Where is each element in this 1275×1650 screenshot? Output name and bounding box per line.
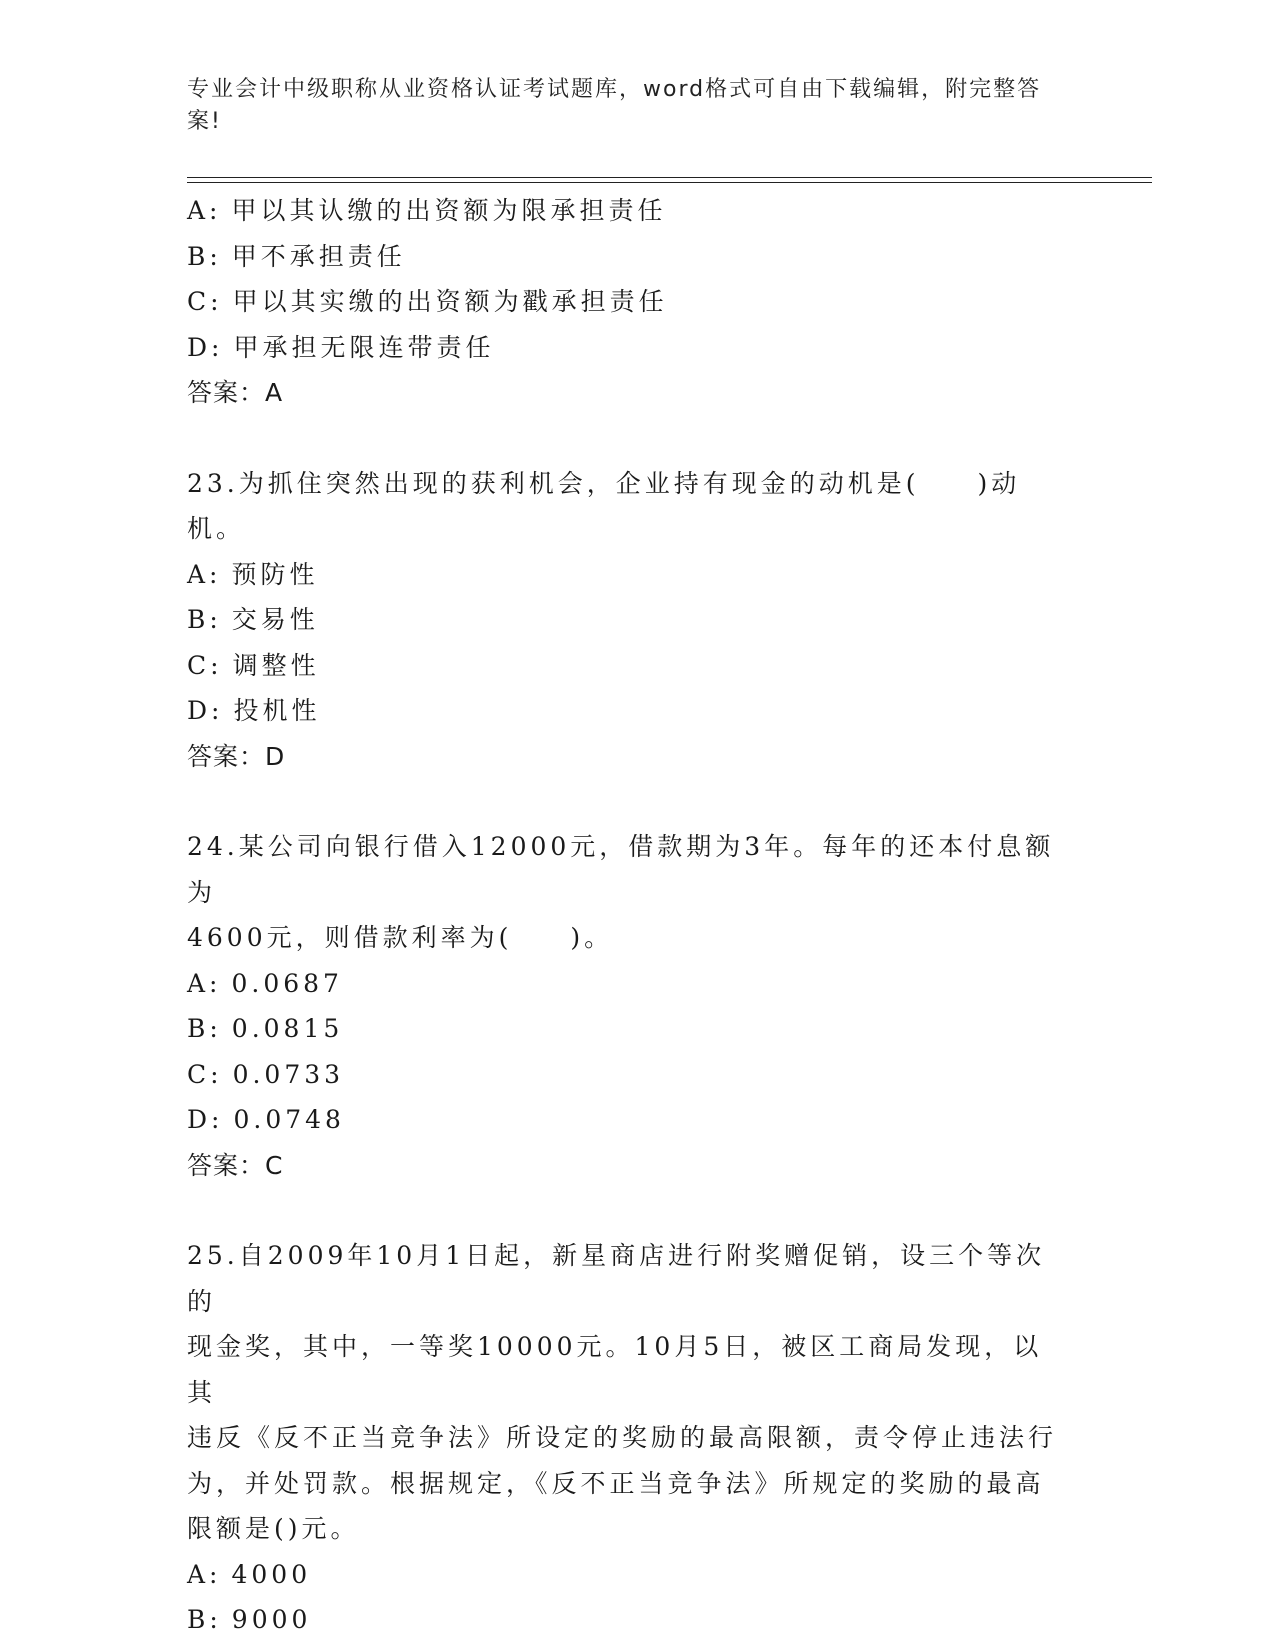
option-a: A: 4000 <box>187 1559 312 1589</box>
question-text: 23.为抓住突然出现的获利机会，企业持有现金的动机是( )动机。 <box>187 468 1021 543</box>
question-text-line: 现金奖，其中，一等奖10000元。10月5日，被区工商局发现，以其 <box>187 1332 1043 1407</box>
answer-text: 答案：C <box>187 1150 284 1180</box>
option-b: B: 甲不承担责任 <box>187 241 406 271</box>
option-b: B: 9000 <box>187 1605 312 1634</box>
option-b: B: 交易性 <box>187 605 319 634</box>
question-text-line: 为，并处罚款。根据规定，《反不正当竞争法》所规定的奖励的最高 <box>187 1468 1045 1498</box>
answer-text: 答案：A <box>187 378 284 407</box>
header-line-2: 案! <box>187 109 222 134</box>
question-text-line: 违反《反不正当竞争法》所设定的奖励的最高限额，责令停止违法行 <box>187 1423 1058 1452</box>
option-a: A: 甲以其认缴的出资额为限承担责任 <box>187 196 667 225</box>
question-25 <box>187 1233 1067 1643</box>
option-c: C: 甲以其实缴的出资额为戳承担责任 <box>187 287 668 316</box>
option-d: D: 甲承担无限连带责任 <box>187 332 495 362</box>
answer-text: 答案：D <box>187 741 286 771</box>
spacer <box>187 779 1067 824</box>
question-text-line: 限额是()元。 <box>187 1514 360 1543</box>
option-d: D: 0.0748 <box>187 1105 345 1134</box>
header-divider-bottom <box>187 182 1152 183</box>
option-a: A: 0.0687 <box>187 968 343 998</box>
question-23 <box>187 461 1067 780</box>
option-a: A: 预防性 <box>187 559 319 589</box>
question-text-line: 4600元，则借款利率为( )。 <box>187 923 614 952</box>
question-list <box>187 188 1067 1643</box>
question-22 <box>187 188 1067 416</box>
option-b: B: 0.0815 <box>187 1014 344 1043</box>
question-text-line: 24.某公司向银行借入12000元，借款期为3年。每年的还本付息额为 <box>187 832 1055 907</box>
question-text-line: 25.自2009年10月1日起，新星商店进行附奖赠促销，设三个等次的 <box>187 1241 1046 1316</box>
header-line-1: 专业会计中级职称从业资格认证考试题库，word格式可自由下载编辑，附完整答 <box>187 77 1042 102</box>
option-c: C: 0.0733 <box>187 1059 345 1089</box>
header-divider-top <box>187 177 1152 178</box>
document-header <box>187 74 1067 138</box>
spacer <box>187 416 1067 461</box>
question-24 <box>187 824 1067 1188</box>
option-c: C: 调整性 <box>187 650 320 680</box>
option-d: D: 投机性 <box>187 696 321 725</box>
spacer <box>187 1188 1067 1233</box>
